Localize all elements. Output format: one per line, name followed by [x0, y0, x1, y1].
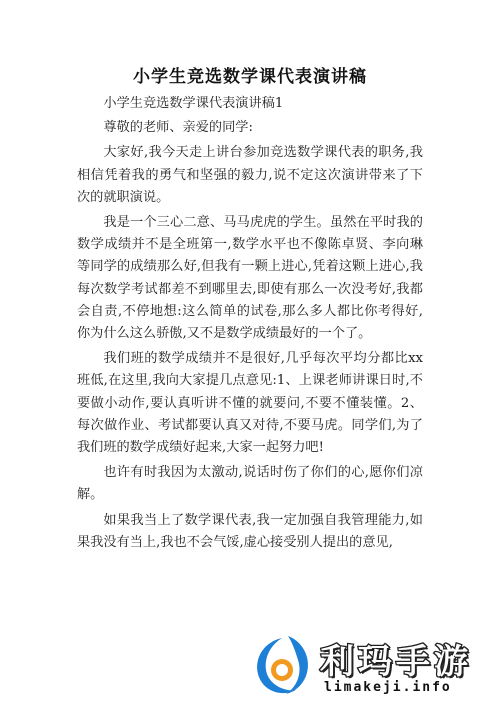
blue-swirl-logo-icon — [248, 632, 316, 700]
paragraph-subtitle: 小学生竞选数学课代表演讲稿1 — [103, 96, 284, 111]
watermark — [248, 630, 493, 704]
watermark-name: 利玛手游 — [320, 642, 472, 682]
document-title: 小学生竞选数学课代表演讲稿 — [133, 67, 367, 87]
paragraph: 大家好,我今天走上讲台参加竞选数学课代表的职务,我相信凭着我的勇气和坚强的毅力,说不定这次演讲带来了下次的就职演说。 — [77, 145, 423, 205]
paragraph: 我们班的数学成绩并不是很好,几乎每次平均分都比xx班低,在这里,我向大家提几点意见:1、上课老师讲课日时,不要做小动作,要认真听讲不懂的就要问,不要不懂装懂。2、每次做作业、考试都要认真又对待,不要马虎。同学们,为了我们班的数学成绩好起来,大家一起努力吧! — [77, 351, 423, 456]
document-body — [77, 93, 423, 557]
watermark-url: limakeji.info — [324, 680, 452, 695]
paragraph: 也许有时我因为太激动,说话时伤了你们的心,愿你们凉解。 — [77, 465, 423, 503]
paragraph: 如果我当上了数学课代表,我一定加强自我管理能力,如果我没有当上,我也不会气馁,虚心接受别人提出的意见, — [77, 512, 423, 550]
paragraph: 我是一个三心二意、马马虎虎的学生。虽然在平时我的数学成绩并不是全班第一,数学水平也不像陈卓贤、李向琳等同学的成绩那么好,但我有一颗上进心,凭着这颗上进心,我每次数学考试都差不到哪里去,即使有那么一次没考好,我都会自责,不停地想:这么简单的试卷,那么多人都比你考得好,你为什么这么骄傲,又不是数学成绩最好的一个了。 — [77, 215, 423, 342]
paragraph-greeting: 尊敬的老师、亲爱的同学: — [103, 120, 253, 136]
